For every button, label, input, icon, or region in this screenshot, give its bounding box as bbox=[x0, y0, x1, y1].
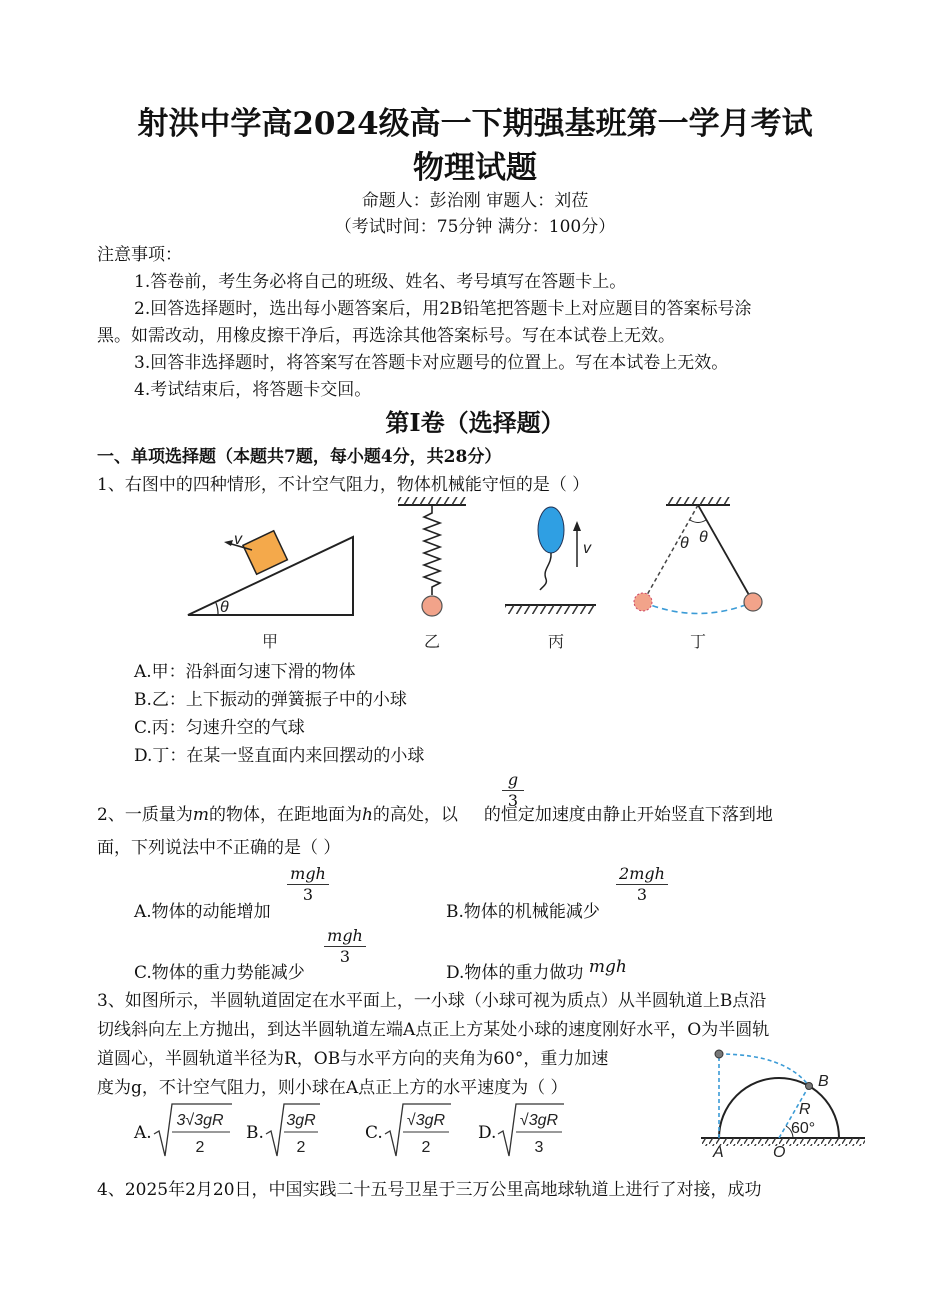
q1-theta-left: θ bbox=[680, 535, 689, 552]
section-title: 第Ⅰ卷（选择题） bbox=[385, 408, 565, 437]
q2-option-b: B.物体的机械能减少 bbox=[446, 902, 600, 922]
q3-label-angle: 60° bbox=[791, 1120, 816, 1137]
q2-option-d: D.物体的重力做功 mgh bbox=[446, 957, 627, 983]
q2-option-a: A.物体的动能增加 bbox=[134, 902, 271, 922]
q3-option-a-label: A. bbox=[134, 1123, 152, 1143]
svg-text:3√3gR: 3√3gR bbox=[176, 1112, 224, 1129]
exam-authors: 命题人：彭治刚 审题人：刘莅 bbox=[361, 191, 589, 211]
fig-spring bbox=[398, 497, 466, 616]
q1-theta-label: θ bbox=[220, 599, 229, 616]
note-item-2: 2.回答选择题时，选出每小题答案后，用2B铅笔把答题卡上对应题目的答案标号涂 bbox=[134, 299, 752, 319]
page-subtitle: 物理试题 bbox=[413, 150, 537, 186]
q2-option-c-frac: mgh 3 bbox=[324, 926, 366, 967]
fig-label-ding: 丁 bbox=[690, 634, 707, 651]
q1-v-label: v bbox=[234, 531, 242, 548]
q2-stem-line1: 2、一质量为m的物体，在距地面为h的高处，以 的恒定加速度由静止开始竖直下落到地 bbox=[97, 805, 773, 825]
fig-label-jia: 甲 bbox=[262, 634, 279, 651]
q1-balloon-v: v bbox=[583, 540, 591, 557]
svg-text:√3gR: √3gR bbox=[519, 1112, 559, 1129]
q3-figure bbox=[695, 1040, 870, 1165]
pendulum-ball bbox=[744, 593, 762, 611]
note-item-2-cont: 黑。如需改动，用橡皮擦干净后，再选涂其他答案标号。写在本试卷上无效。 bbox=[97, 326, 675, 346]
q3-label-o: O bbox=[773, 1144, 786, 1161]
q3-option-a-expr bbox=[152, 1100, 234, 1162]
q1-figure bbox=[180, 495, 880, 655]
q3-option-c-label: C. bbox=[365, 1123, 383, 1143]
svg-text:2: 2 bbox=[421, 1139, 431, 1156]
q4-line1: 4、2025年2月20日，中国实践二十五号卫星于三万公里高地球轨道上进行了对接，成功 bbox=[97, 1180, 762, 1200]
q1-option-d: D.丁：在某一竖直面内来回摆动的小球 bbox=[134, 746, 425, 766]
q2-option-a-frac: mgh 3 bbox=[287, 864, 329, 905]
fig-pendulum bbox=[634, 497, 762, 614]
q3-ball-b bbox=[806, 1083, 813, 1090]
q2-option-b-frac: 2mgh 3 bbox=[616, 864, 668, 905]
svg-text:3gR: 3gR bbox=[286, 1112, 316, 1129]
svg-text:2: 2 bbox=[296, 1139, 306, 1156]
exam-info: （考试时间：75分钟 满分：100分） bbox=[334, 217, 616, 237]
q3-option-d-expr bbox=[496, 1100, 568, 1162]
q1-stem: 1、右图中的四种情形，不计空气阻力，物体机械能守恒的是（ ） bbox=[97, 475, 590, 495]
fig-incline bbox=[188, 531, 353, 616]
q3-label-r: R bbox=[799, 1101, 811, 1118]
part-heading: 一、单项选择题（本题共7题，每小题4分，共28分） bbox=[97, 447, 502, 467]
svg-text:2: 2 bbox=[195, 1139, 205, 1156]
q3-option-c-expr bbox=[383, 1100, 455, 1162]
q3-ball-top bbox=[715, 1050, 723, 1058]
pendulum-ball-ghost bbox=[634, 593, 652, 611]
note-item-4: 4.考试结束后，将答题卡交回。 bbox=[134, 380, 372, 400]
q3-option-b-label: B. bbox=[246, 1123, 264, 1143]
note-item-1: 1.答卷前，考生务必将自己的班级、姓名、考号填写在答题卡上。 bbox=[134, 272, 627, 292]
note-item-3: 3.回答非选择题时，将答案写在答题卡对应题号的位置上。写在本试卷上无效。 bbox=[134, 353, 729, 373]
fig-balloon bbox=[505, 507, 596, 614]
q2-frac-g3: $\frac{g}{3}$ bbox=[502, 770, 524, 811]
fig-label-bing: 丙 bbox=[548, 634, 565, 651]
q2-option-c: C.物体的重力势能减少 bbox=[134, 963, 305, 983]
q3-line1: 3、如图所示，半圆轨道固定在水平面上，一小球（小球可视为质点）从半圆轨道上B点沿 bbox=[97, 991, 767, 1011]
svg-text:√3gR: √3gR bbox=[406, 1112, 446, 1129]
q1-option-c: C.丙：匀速升空的气球 bbox=[134, 718, 305, 738]
spring-ball bbox=[422, 596, 442, 616]
q3-line2: 切线斜向左上方抛出，到达半圆轨道左端A点正上方某处小球的速度刚好水平，O为半圆轨 bbox=[97, 1020, 770, 1040]
q3-line4: 度为g，不计空气阻力，则小球在A点正上方的水平速度为（ ） bbox=[97, 1078, 568, 1098]
q3-label-b: B bbox=[818, 1073, 829, 1090]
q1-option-a: A.甲：沿斜面匀速下滑的物体 bbox=[134, 662, 356, 682]
q1-theta-right: θ bbox=[699, 529, 708, 546]
sliding-block bbox=[243, 531, 287, 574]
fig-label-yi: 乙 bbox=[424, 634, 441, 651]
q3-label-a: A bbox=[713, 1144, 724, 1161]
q1-option-b: B.乙：上下振动的弹簧振子中的小球 bbox=[134, 690, 407, 710]
q2-stem-line2: 面，下列说法中不正确的是（ ） bbox=[97, 838, 341, 858]
q3-option-d-label: D. bbox=[478, 1123, 497, 1143]
page-title: 射洪中学高2024级高一下期强基班第一学月考试 bbox=[137, 106, 813, 142]
svg-text:3: 3 bbox=[534, 1139, 544, 1156]
notes-heading: 注意事项： bbox=[97, 245, 182, 265]
q3-line3: 道圆心，半圆轨道半径为R，OB与水平方向的夹角为60°，重力加速 bbox=[97, 1049, 609, 1069]
q3-option-b-expr bbox=[264, 1100, 324, 1162]
